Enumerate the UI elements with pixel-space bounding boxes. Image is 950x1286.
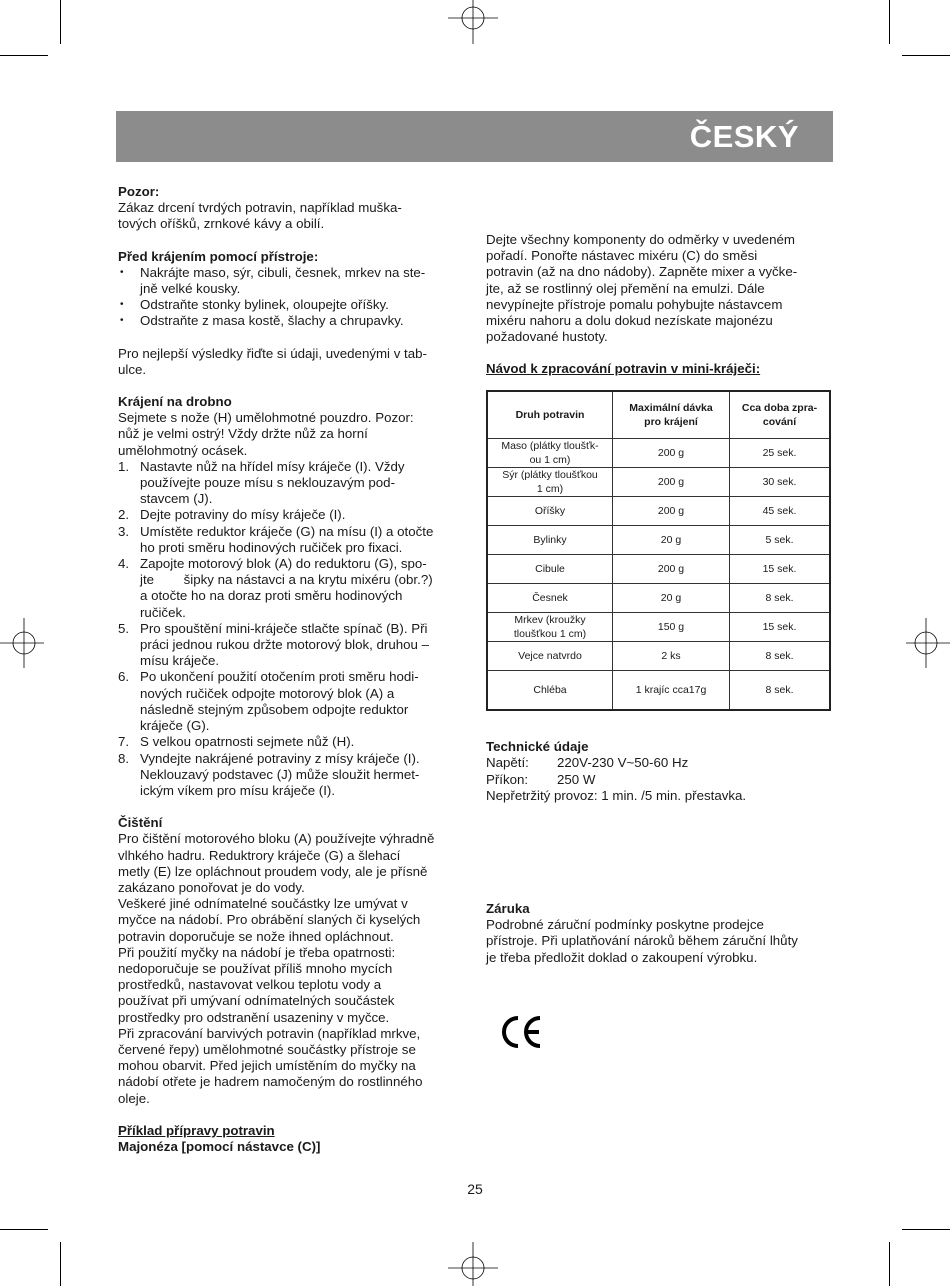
preparation-list bbox=[118, 265, 463, 330]
table-row bbox=[487, 467, 830, 496]
table-heading: Návod k zpracování potravin v mini-kráječi: bbox=[486, 361, 761, 377]
table-row bbox=[487, 496, 830, 525]
step-item: 3. Umístěte reduktor kráječe (G) na mísu (I) a otočte ho proti směru hodinových ručiček pro fixaci. bbox=[118, 523, 434, 555]
food-cell: Vejce natvrdo bbox=[487, 641, 613, 670]
crop-mark bbox=[60, 1242, 61, 1286]
majoneza-heading: Majonéza [pomocí nástavce (C)] bbox=[118, 1138, 321, 1154]
time-cell: 15 sek. bbox=[730, 612, 831, 641]
dose-cell: 200 g bbox=[613, 554, 730, 583]
step-item: 7. S velkou opatrnosti sejmete nůž (H). bbox=[118, 734, 355, 750]
cisteni-text: Pro čištění motorového bloku (A) používejte výhradně vlhkého hadru. Reduktrory kráječe (G) a šlehací metly (E) lze opláchnout proudem vody, ale je přísně zakázano ponořovat je do vody. Veškeré jiné odnímatelné součástky lze umývat v myčce na nádobí. Pro obrábění slaných či kyselých potravin doporučuje se nože ihned opláchnout. Při použití myčky na nádobí je třeba opatrnosti: nedoporučuje se používat příliš mnoho mycích prostředků, nastavovat velkou teplotu vody a používat při umývaní odnímatelných součástek prostředky pro odstranění usazeniny v myčce. Při zpracování barvivých potravin (například mrkve, červené řepy) umělohmotné součástky přístroje se mohou obarvit. Před jejich umístěním do myčky na nádobí otřete je hadrem namočeným do rostlinného oleje. bbox=[118, 831, 435, 1106]
dose-cell: 20 g bbox=[613, 525, 730, 554]
spec-value: 220V-230 V~50-60 Hz bbox=[557, 755, 689, 771]
dose-cell: 200 g bbox=[613, 438, 730, 467]
food-cell: Česnek bbox=[487, 583, 613, 612]
processing-table bbox=[486, 390, 831, 712]
table-row bbox=[487, 525, 830, 554]
step-item: 5. Pro spouštění mini-kráječe stlačte spínač (B). Při práci jednou rukou držte motorový blok, druhou – mísu kráječe. bbox=[118, 620, 429, 669]
registration-mark-icon bbox=[448, 0, 498, 50]
dose-cell: 150 g bbox=[613, 612, 730, 641]
krajeni-heading: Krájení na drobno bbox=[118, 394, 232, 410]
time-cell: 15 sek. bbox=[730, 554, 831, 583]
column-header: Cca doba zpra- cování bbox=[730, 391, 831, 439]
step-item: 6. Po ukončení použití otočením proti směru hodi- nových ručiček odpojte motorový blok (A) a následně stejným způsobem odpojte reduktor kráječe (G). bbox=[118, 669, 419, 734]
step-item: 2. Dejte potraviny do mísy kráječe (I). bbox=[118, 507, 346, 523]
time-cell: 30 sek. bbox=[730, 467, 831, 496]
spec-row bbox=[486, 755, 831, 771]
crop-mark bbox=[889, 0, 890, 44]
step-item: 1. Nastavte nůž na hřídel mísy kráječe (I). Vždy používejte pouze mísu s neklouzavým pod- stavcem (J). bbox=[118, 458, 405, 507]
spec-row bbox=[486, 772, 831, 788]
food-cell: Bylinky bbox=[487, 525, 613, 554]
page-number: 25 bbox=[467, 1181, 483, 1197]
table-row bbox=[487, 554, 830, 583]
food-cell: Cibule bbox=[487, 554, 613, 583]
table-row bbox=[487, 641, 830, 670]
zaruka-heading: Záruka bbox=[486, 900, 530, 916]
spec-label: Napětí: bbox=[486, 755, 529, 771]
list-item: • Nakrájte maso, sýr, cibuli, česnek, mrkev na ste- jně velké kousky. bbox=[118, 265, 463, 297]
food-cell: Chléba bbox=[487, 670, 613, 710]
time-cell: 5 sek. bbox=[730, 525, 831, 554]
krajeni-intro: Sejmete s nože (H) umělohmotné pouzdro. Pozor: nůž je velmi ostrý! Vždy držte nůž za horní umělohmotný ocásek. bbox=[118, 410, 414, 458]
pred-krajenim-heading: Před krájením pomocí přístroje: bbox=[118, 248, 319, 264]
column-header: Druh potravin bbox=[487, 391, 613, 439]
table-row bbox=[487, 583, 830, 612]
language-title: ČESKÝ bbox=[689, 119, 799, 154]
spec-value: 250 W bbox=[557, 771, 596, 787]
registration-mark-icon bbox=[448, 1236, 498, 1286]
crop-mark bbox=[902, 55, 950, 56]
table-row bbox=[487, 670, 830, 710]
time-cell: 25 sek. bbox=[730, 438, 831, 467]
crop-mark bbox=[889, 1242, 890, 1286]
tech-heading: Technické údaje bbox=[486, 739, 589, 755]
dose-cell: 200 g bbox=[613, 496, 730, 525]
cisteni-heading: Čištění bbox=[118, 815, 163, 831]
list-item: • Odstraňte stonky bylinek, oloupejte oříšky. bbox=[118, 297, 463, 313]
pozor-text: Zákaz drcení tvrdých potravin, například muška- tových oříšků, zrnkové kávy a obilí. bbox=[118, 200, 402, 232]
food-cell: Maso (plátky tloušťk- ou 1 cm) bbox=[487, 438, 613, 467]
language-header-bar bbox=[116, 111, 833, 162]
step-item: 4. Zapojte motorový blok (A) do reduktoru (G), spo- jte šipky na nástavci a na krytu mixéru (obr.?) a otočte ho na doraz proti směru hodinových ručiček. bbox=[118, 556, 433, 620]
dose-cell: 2 ks bbox=[613, 641, 730, 670]
time-cell: 8 sek. bbox=[730, 670, 831, 710]
provoz-text: Nepřetržitý provoz: 1 min. /5 min. přestavka. bbox=[486, 787, 747, 803]
food-cell: Oříšky bbox=[487, 496, 613, 525]
dose-cell: 20 g bbox=[613, 583, 730, 612]
best-results-text: Pro nejlepší výsledky řiďte si údaji, uvedenými v tab- ulce. bbox=[118, 345, 427, 377]
left-column bbox=[118, 184, 463, 1155]
table-row bbox=[487, 612, 830, 641]
food-cell: Sýr (plátky tloušťkou 1 cm) bbox=[487, 467, 613, 496]
registration-mark-icon bbox=[0, 618, 50, 668]
time-cell: 45 sek. bbox=[730, 496, 831, 525]
time-cell: 8 sek. bbox=[730, 583, 831, 612]
time-cell: 8 sek. bbox=[730, 641, 831, 670]
crop-mark bbox=[0, 55, 48, 56]
crop-mark bbox=[902, 1229, 950, 1230]
crop-mark bbox=[60, 0, 61, 44]
priklad-heading: Příklad přípravy potravin bbox=[118, 1122, 275, 1138]
crop-mark bbox=[0, 1229, 48, 1230]
majoneza-text: Dejte všechny komponenty do odměrky v uvedeném pořadí. Ponořte nástavec mixéru (C) do směsi potravin (až na dno nádoby). Zapněte mixer a vyčke- jte, až se rostlinný olej přemění na emulzi. Dále nevypínejte přístroje pomalu pohybujte nástavcem mixéru nahoru a dolu dokud nezískate majonézu požadované hustoty. bbox=[486, 232, 798, 345]
pozor-heading: Pozor: bbox=[118, 184, 160, 199]
dose-cell: 200 g bbox=[613, 467, 730, 496]
spec-label: Příkon: bbox=[486, 771, 529, 787]
column-header: Maximální dávka pro krájení bbox=[613, 391, 730, 439]
table-row bbox=[487, 438, 830, 467]
list-item: • Odstraňte z masa kostě, šlachy a chrupavky. bbox=[118, 313, 463, 329]
registration-mark-icon bbox=[900, 618, 950, 668]
steps-list bbox=[118, 459, 463, 799]
food-cell: Mrkev (kroužky tloušťkou 1 cm) bbox=[487, 612, 613, 641]
right-column bbox=[486, 232, 831, 966]
table-header-row bbox=[487, 391, 830, 439]
ce-mark-icon bbox=[500, 1014, 544, 1050]
step-item: 8. Vyndejte nakrájené potraviny z mísy kráječe (I). Neklouzavý podstavec (J) může sloužit hermet- ickým víkem pro mísu kráječe (I). bbox=[118, 750, 420, 798]
zaruka-text: Podrobné záruční podmínky poskytne prodejce přístroje. Při uplatňování nároků během záruční lhůty je třeba předložit doklad o zakoupení výrobku. bbox=[486, 917, 798, 965]
dose-cell: 1 krajíc cca17g bbox=[613, 670, 730, 710]
